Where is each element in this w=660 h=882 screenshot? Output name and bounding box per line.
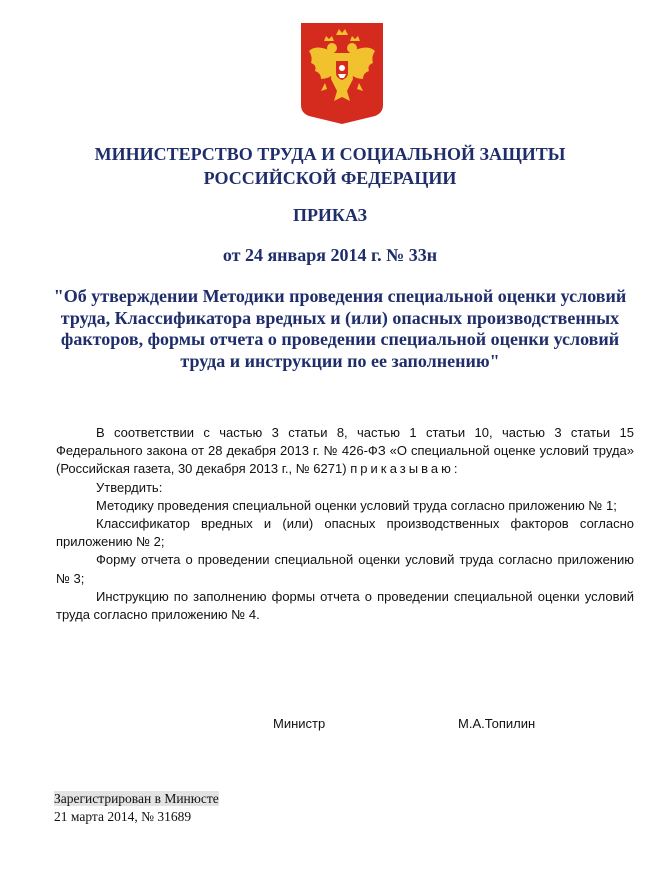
order-subject: "Об утверждении Методики проведения специальной оценки условий труда, Классификатора вредных и (или) опасных производственных факторов, формы отчета о проведении специальной оценки условий труда и инструкции по ее заполнению" <box>53 286 627 371</box>
order-body <box>56 424 634 624</box>
approved-item-3: Форму отчета о проведении специальной оценки условий труда согласно приложению № 3; <box>56 552 634 586</box>
intro-text: В соответствии с частью 3 статьи 8, частью 1 статьи 10, частью 3 статьи 15 Федерального закона от 28 декабря 2013 г. № 426-ФЗ «О специальной оценке условий труда» (Российская газета, 30 декабря 2013 г., № 6271) <box>56 425 634 477</box>
intro-paragraph <box>56 424 634 479</box>
approved-item-4: Инструкцию по заполнению формы отчета о проведении специальной оценки условий труда согласно приложению № 4. <box>56 588 634 623</box>
order-date: от 24 января 2014 г. № 33н <box>222 245 438 265</box>
order-title: ПРИКАЗ <box>292 205 368 225</box>
registration-note <box>54 790 219 826</box>
ministry-line-1: МИНИСТЕРСТВО ТРУДА И СОЦИАЛЬНОЙ ЗАЩИТЫ <box>94 144 566 164</box>
approve-line: Утвердить: <box>96 479 163 495</box>
ministry-heading <box>40 142 620 190</box>
registration-line-2: 21 марта 2014, № 31689 <box>54 809 192 824</box>
intro-order-word: приказываю: <box>350 461 461 477</box>
signatory-name: М.А.Топилин <box>458 716 536 731</box>
registration-line-1: Зарегистрирован в Минюсте <box>54 791 219 806</box>
signatory-role: Министр <box>273 716 326 731</box>
approved-item-2: Классификатор вредных и (или) опасных производственных факторов согласно приложению № 2; <box>56 516 634 550</box>
coat-of-arms-icon <box>299 21 385 125</box>
approved-item-1: Методику проведения специальной оценки условий труда согласно приложению № 1; <box>96 497 617 513</box>
ministry-line-2: РОССИЙСКОЙ ФЕДЕРАЦИИ <box>203 168 457 188</box>
